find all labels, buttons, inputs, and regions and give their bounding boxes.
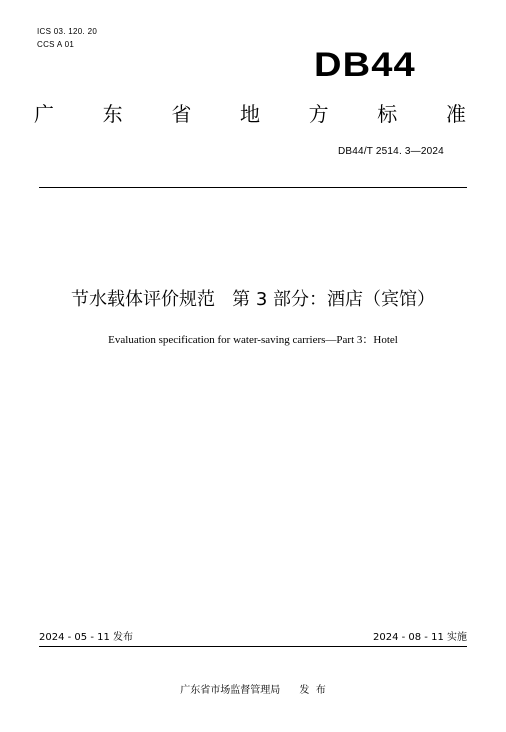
standard-type-title bbox=[34, 102, 466, 126]
standard-type-char: 准 bbox=[445, 102, 466, 126]
standard-type-char: 广 bbox=[34, 102, 54, 126]
issue-date: 2024 - 05 - 11 发布 bbox=[39, 632, 134, 643]
top-divider bbox=[39, 187, 467, 188]
standard-type-char: 东 bbox=[102, 102, 123, 126]
document-title-english: Evaluation specification for water-saving carriers—Part 3：Hotel bbox=[108, 334, 398, 346]
bottom-divider bbox=[39, 646, 467, 647]
issuing-authority: 广东省市场监督管理局 发 布 bbox=[180, 685, 326, 696]
standard-type-char: 地 bbox=[239, 102, 260, 126]
db44-logo: DB44 bbox=[314, 46, 416, 84]
standard-type-char: 标 bbox=[377, 102, 398, 126]
standard-type-char: 省 bbox=[171, 102, 192, 126]
implementation-date: 2024 - 08 - 11 实施 bbox=[372, 632, 467, 643]
ccs-code: CCS A 01 bbox=[37, 40, 75, 49]
ics-code: ICS 03. 120. 20 bbox=[37, 27, 98, 36]
document-title-chinese: 节水载体评价规范 第 3 部分：酒店（宾馆） bbox=[70, 289, 436, 310]
standard-type-char: 方 bbox=[308, 102, 329, 126]
standard-number: DB44/T 2514. 3—2024 bbox=[338, 146, 444, 157]
